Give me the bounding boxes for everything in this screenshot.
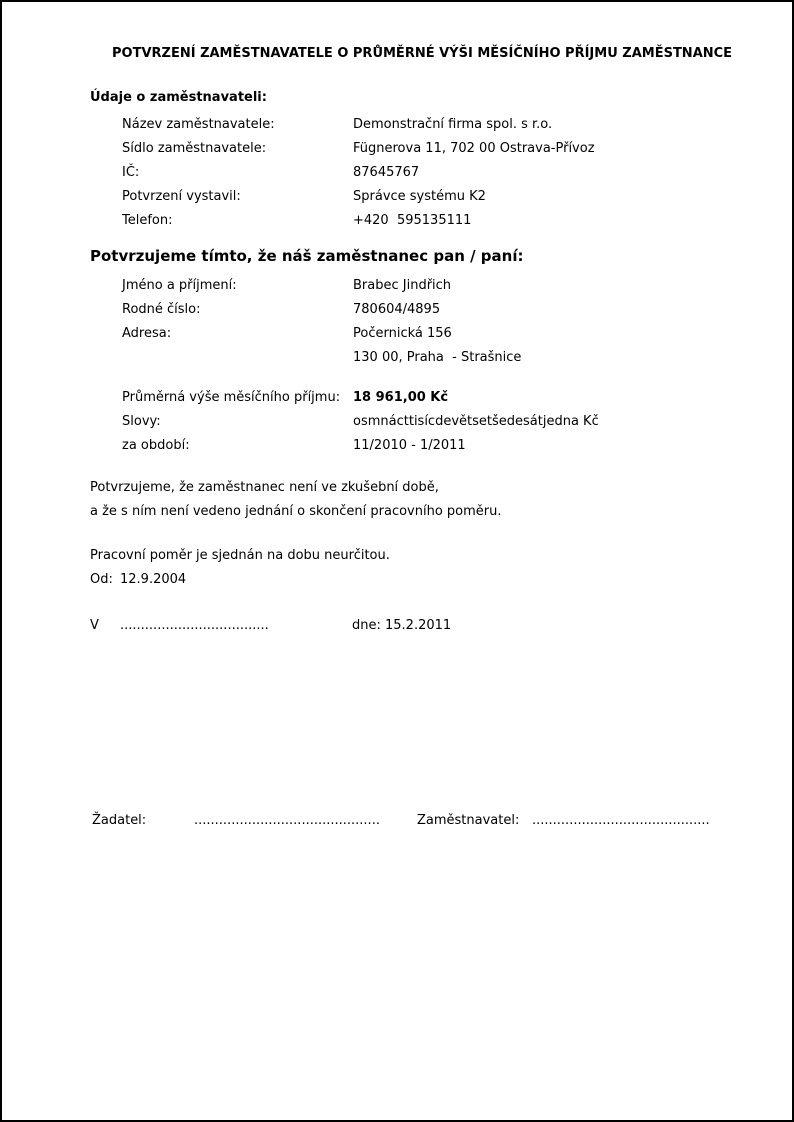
average-income-value: 18 961,00 Kč: [353, 390, 449, 405]
average-income-label: Průměrná výše měsíčního příjmu:: [122, 390, 341, 405]
place-dotted-line: ....................................: [120, 618, 269, 633]
employer-signature-line: ...........................................: [532, 813, 710, 828]
employer-name-value: Demonstrační firma spol. s r.o.: [353, 117, 553, 132]
employer-address-label: Sídlo zaměstnavatele:: [122, 141, 267, 156]
employment-from-value: 12.9.2004: [120, 572, 187, 587]
date-label: dne: 15.2.2011: [352, 618, 452, 633]
employee-name-label: Jméno a příjmení:: [122, 278, 237, 293]
statement-line-2: a že s ním není vedeno jednání o skončení pracovního poměru.: [90, 504, 502, 519]
employer-name-label: Název zaměstnavatele:: [122, 117, 275, 132]
employee-name-value: Brabec Jindřich: [353, 278, 452, 293]
employer-address-value: Fügnerova 11, 702 00 Ostrava-Přívoz: [353, 141, 595, 156]
period-value: 11/2010 - 1/2011: [353, 438, 466, 453]
applicant-signature-label: Žadatel:: [92, 813, 147, 828]
employer-signature-label: Zaměstnavatel:: [417, 813, 520, 828]
period-label: za období:: [122, 438, 190, 453]
employee-address-line2: 130 00, Praha - Strašnice: [353, 350, 522, 365]
issued-by-label: Potvrzení vystavil:: [122, 189, 241, 204]
phone-label: Telefon:: [122, 213, 173, 228]
statement-line-1: Potvrzujeme, že zaměstnanec není ve zkušební době,: [90, 480, 439, 495]
document-title: POTVRZENÍ ZAMĚSTNAVATELE O PRŮMĚRNÉ VÝŠI MĚSÍČNÍHO PŘÍJMU ZAMĚSTNANCE: [112, 46, 733, 61]
in-words-value: osmnácttisícdevětsetšedesátjedna Kč: [353, 414, 599, 429]
phone-value: +420 595135111: [353, 213, 472, 228]
birth-number-value: 780604/4895: [353, 302, 441, 317]
statement-line-3: Pracovní poměr je sjednán na dobu neurčitou.: [90, 548, 390, 563]
applicant-signature-line: .............................................: [194, 813, 380, 828]
birth-number-label: Rodné číslo:: [122, 302, 201, 317]
employment-from-label: Od:: [90, 572, 113, 587]
employee-section-heading: Potvrzujeme tímto, že náš zaměstnanec pan / paní:: [90, 247, 524, 265]
employer-section-heading: Údaje o zaměstnavateli:: [90, 90, 267, 105]
employee-address-label: Adresa:: [122, 326, 172, 341]
place-label: V: [90, 618, 99, 633]
employee-address-value: Počernická 156: [353, 326, 452, 341]
employer-ic-label: IČ:: [122, 165, 140, 180]
issued-by-value: Správce systému K2: [353, 189, 486, 204]
employer-ic-value: 87645767: [353, 165, 420, 180]
in-words-label: Slovy:: [122, 414, 161, 429]
